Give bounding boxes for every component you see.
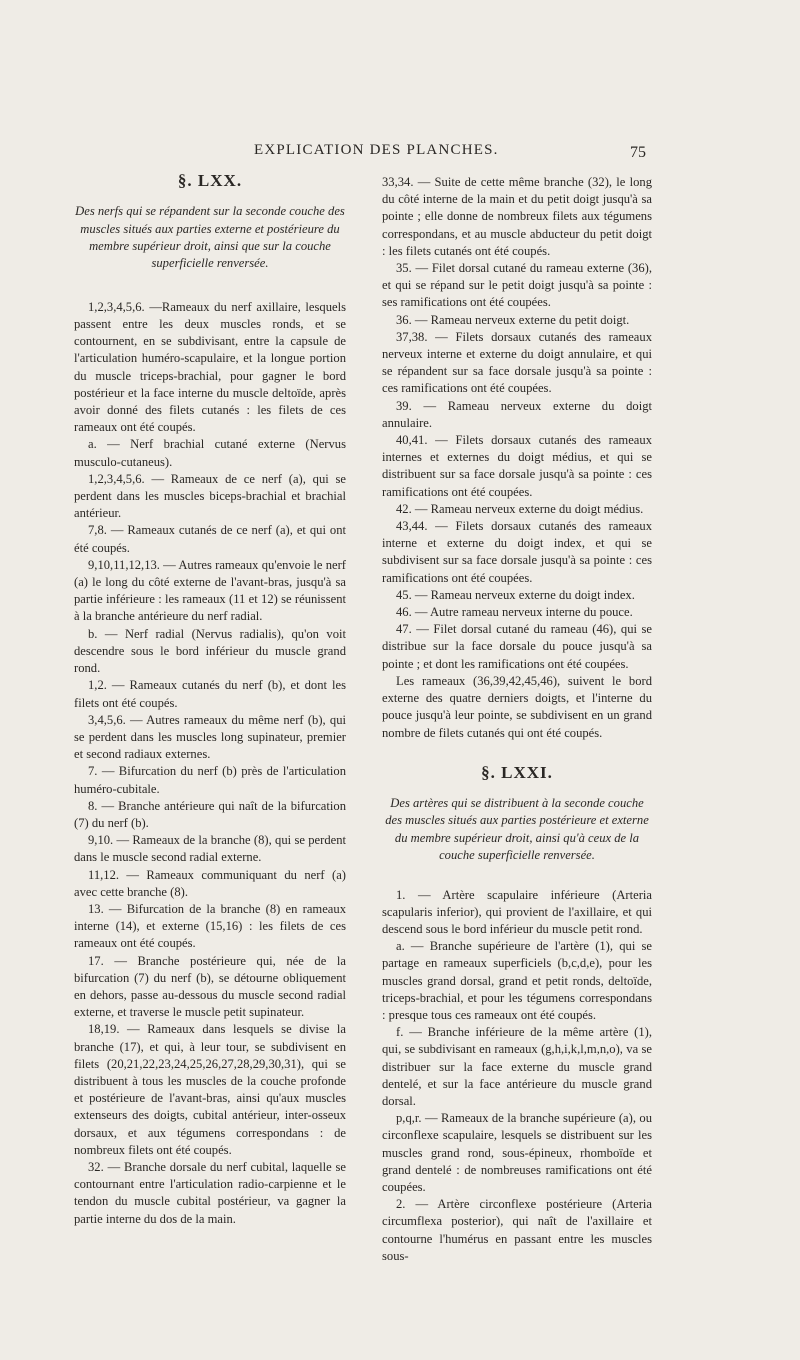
paragraph: 9,10,11,12,13. — Autres rameaux qu'envoie le nerf (a) le long du côté externe de l'avant-bras, jusqu'à sa partie inférieure : les rameaux (11 et 12) se réunissent à la branche antérieure du nerf radial.	[74, 557, 346, 624]
paragraph: 37,38. — Filets dorsaux cutanés des rameaux nerveux interne et externe du doigt annulaire, et qui se répandent sur sa face dorsale jusqu'à sa pointe : ces ramifications ont été coupées.	[382, 329, 652, 396]
paragraph: 36. — Rameau nerveux externe du petit doigt.	[396, 312, 630, 327]
paragraph: 3,4,5,6. — Autres rameaux du même nerf (b), qui se perdent dans les muscles long supinateur, premier et second radiaux externes.	[74, 712, 346, 762]
section-intro-lxx: Des nerfs qui se répandent sur la seconde couche des muscles situés aux parties externe et postérieure du membre supérieur droit, ainsi que sur la couche superficielle renversée.	[75, 204, 345, 271]
paragraph: 47. — Filet dorsal cutané du rameau (46), qui se distribue sur la face dorsale du pouce jusqu'à sa pointe ; et dont les ramifications ont été coupées.	[382, 622, 652, 671]
paragraph: 1,2. — Rameaux cutanés du nerf (b), et dont les filets ont été coupés.	[74, 678, 346, 710]
paragraph: f. — Branche inférieure de la même artère (1), qui, se subdivisant en rameaux (g,h,i,k,l,m,n,o), va se distribuer sur la face externe du muscle grand dentelé, et sur la face antérieure du muscle grand dorsal.	[382, 1025, 652, 1108]
running-head: EXPLICATION DES PLANCHES.	[254, 142, 499, 158]
paragraph: a. — Nerf brachial cutané externe (Nervus musculo-cutaneus).	[74, 437, 346, 469]
paragraph: 32. — Branche dorsale du nerf cubital, laquelle se contournant entre l'articulation radio-carpienne et le tendon du muscle cubital postérieur, va gagner la partie interne du dos de la main.	[74, 1159, 346, 1226]
section-intro-lxxi: Des artères qui se distribuent à la seconde couche des muscles situés aux parties postérieure et externe du membre supérieur droit, ainsi qu'à ceux de la couche superficielle renversée.	[385, 795, 649, 863]
paragraph: 9,10. — Rameaux de la branche (8), qui se perdent dans le muscle second radial externe.	[74, 833, 346, 865]
paragraph: 2. — Artère circonflexe postérieure (Arteria circumflexa posterior), qui naît de l'axillaire et contourne l'humérus en passant entre les muscles sous-	[382, 1197, 652, 1263]
paragraph: p,q,r. — Rameaux de la branche supérieure (a), ou circonflexe scapulaire, lesquels se distribuent sur les muscles grand rond, sous-épineux, rhomboïde et grand dentelé : de nombreuses ramifications ont été coupées.	[382, 1111, 652, 1194]
paragraph: 45. — Rameau nerveux externe du doigt index.	[396, 587, 635, 602]
paragraph: 1,2,3,4,5,6. —Rameaux du nerf axillaire, lesquels passent entre les deux muscles ronds, et se contournent, en se subdivisant, entre la capsule de l'articulation huméro-scapulaire, et la longue portion du muscle triceps-brachial, pour gagner le bord postérieur et la face interne du muscle deltoïde, après avoir donné des filets cutanés : les filets de ces rameaux ont été coupés.	[74, 299, 346, 435]
right-column	[382, 174, 652, 1265]
left-column	[74, 168, 346, 1228]
paragraph: 1. — Artère scapulaire inférieure (Arteria scapularis inferior), qui provient de l'axillaire, et qui descend sous le bord inférieur du muscle petit rond.	[382, 887, 652, 936]
section-title-lxxi: §. LXXI.	[481, 762, 553, 782]
paragraph: 46. — Autre rameau nerveux interne du pouce.	[396, 605, 633, 620]
section-title-lxx: §. LXX.	[177, 171, 243, 190]
paragraph: 39. — Rameau nerveux externe du doigt annulaire.	[382, 398, 652, 430]
paragraph: 8. — Branche antérieure qui naît de la bifurcation (7) du nerf (b).	[74, 798, 346, 830]
paragraph: 43,44. — Filets dorsaux cutanés des rameaux interne et externe du doigt index, et qui se subdivisent sur sa face dorsale jusqu'à sa pointe : ces ramifications ont été coupées.	[382, 519, 652, 585]
paragraph: 35. — Filet dorsal cutané du rameau externe (36), et qui se répand sur le petit doigt jusqu'à sa pointe : ses ramifications ont été coupées.	[382, 261, 652, 310]
paragraph: 13. — Bifurcation de la branche (8) en rameaux interne (14), et externe (15,16) : les filets de ces rameaux ont été coupés.	[74, 901, 346, 951]
page-number: 75	[630, 144, 646, 161]
paragraph: 40,41. — Filets dorsaux cutanés des rameaux internes et externes du doigt médius, et qui se distribuent sur sa face dorsale jusqu'à sa pointe : ces ramifications ont été coupées.	[382, 433, 652, 499]
paragraph: b. — Nerf radial (Nervus radialis), qu'on voit descendre sous le bord inférieur du muscle grand rond.	[74, 626, 346, 676]
paragraph: a. — Branche supérieure de l'artère (1), qui se partage en rameaux superficiels (b,c,d,e), pour les muscles grand dorsal, grand et petit ronds, deltoïde, triceps-brachial, et pour les tégumens correspondans : presque tous ces rameaux ont été coupés.	[382, 939, 652, 1022]
paragraph: 11,12. — Rameaux communiquant du nerf (a) avec cette branche (8).	[74, 867, 346, 899]
paragraph: 42. — Rameau nerveux externe du doigt médius.	[396, 501, 644, 516]
paragraph: 18,19. — Rameaux dans lesquels se divise la branche (17), et qui, à leur tour, se subdivisent en filets (20,21,22,23,24,25,26,27,28,29,30,31), qui se distribuent à tous les muscles de la couche profonde et postérieure de l'avant-bras, ainsi qu'aux muscles extenseurs des doigts, cubital antérieur, inter-osseux dorsaux, et aux tégumens correspondans : de nombreux filets ont été coupés.	[74, 1022, 346, 1157]
paragraph: 7. — Bifurcation du nerf (b) près de l'articulation huméro-cubitale.	[74, 764, 346, 796]
paragraph: 7,8. — Rameaux cutanés de ce nerf (a), et qui ont été coupés.	[74, 523, 346, 555]
paragraph: 1,2,3,4,5,6. — Rameaux de ce nerf (a), qui se perdent dans les muscles biceps-brachial et brachial antérieur.	[74, 471, 346, 521]
paragraph: Les rameaux (36,39,42,45,46), suivent le bord externe des quatre derniers doigts, et l'interne du pouce jusqu'à leur pointe, se subdivisent en un grand nombre de filets cutanés qui ont été coupés.	[382, 673, 652, 740]
paragraph: 33,34. — Suite de cette même branche (32), le long du côté interne de la main et du petit doigt jusqu'à sa pointe ; elle donne de nombreux filets aux tégumens correspondans, et au muscle abducteur du petit doigt : les filets cutanés ont été coupés.	[382, 175, 652, 258]
paragraph: 17. — Branche postérieure qui, née de la bifurcation (7) du nerf (b), se détourne obliquement en dehors, passe au-dessous du muscle second radial externe, et traverse le muscle petit supinateur.	[74, 953, 346, 1020]
